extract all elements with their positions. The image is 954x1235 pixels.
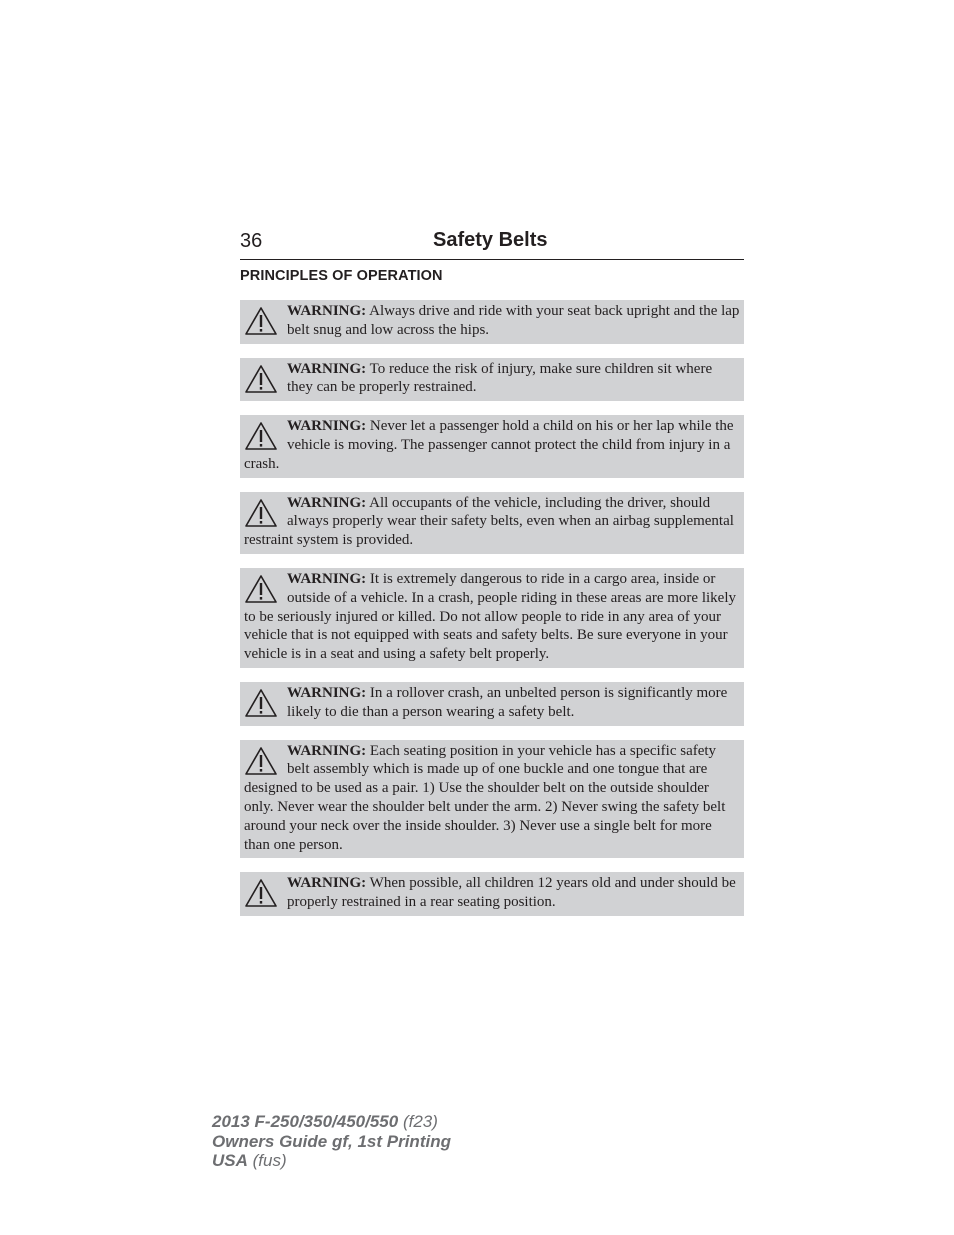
warning-triangle-icon (244, 306, 278, 336)
page-number: 36 (240, 230, 263, 252)
footer-market-code: (fus) (252, 1151, 287, 1170)
warning-label: WARNING: (287, 570, 367, 587)
warning-label: WARNING: (287, 303, 367, 319)
warning-box (240, 492, 744, 554)
warning-triangle-icon (244, 574, 278, 604)
warning-box (240, 740, 744, 859)
warning-box (240, 358, 744, 402)
footer (212, 1112, 451, 1171)
warning-text: In a rollover crash, an unbelted person is significantly more likely to die than a person wearing a safety belt. (287, 684, 728, 720)
warning-label: WARNING: (287, 875, 367, 892)
footer-model-code: (f23) (402, 1112, 438, 1131)
footer-model: 2013 F-250/350/450/550 (212, 1112, 399, 1131)
warning-box (240, 568, 744, 668)
warning-text: To reduce the risk of injury, make sure children sit where they can be properly restrained. (287, 360, 713, 396)
footer-line-1 (212, 1112, 451, 1132)
warning-text: All occupants of the vehicle, including the driver, should always properly wear their safety belts, even when an airbag supplemental restraint system is provided. (244, 494, 734, 549)
warning-triangle-icon (244, 688, 278, 718)
warning-triangle-icon (244, 746, 278, 776)
warning-list (240, 300, 744, 930)
warning-box (240, 682, 744, 726)
warning-label: WARNING: (287, 684, 367, 701)
footer-line-3 (212, 1151, 451, 1171)
warning-text: When possible, all children 12 years old and under should be properly restrained in a rear seating position. (287, 875, 736, 911)
warning-box (240, 872, 744, 916)
footer-guide: Owners Guide gf, 1st Printing (212, 1131, 451, 1151)
warning-box (240, 300, 744, 344)
warning-label: WARNING: (287, 360, 367, 377)
section-title: Safety Belts (433, 229, 548, 251)
page-header (240, 228, 744, 260)
footer-line-2 (212, 1132, 451, 1152)
warning-text: Always drive and ride with your seat back upright and the lap belt snug and low across the hips. (287, 303, 740, 338)
warning-text: Never let a passenger hold a child on his or her lap while the vehicle is moving. The passenger cannot protect the child from injury in a crash. (244, 418, 734, 472)
warning-label: WARNING: (287, 418, 367, 435)
subheading: PRINCIPLES OF OPERATION (240, 268, 443, 284)
warning-triangle-icon (244, 878, 278, 908)
warning-triangle-icon (244, 498, 278, 528)
warning-box (240, 415, 744, 477)
warning-triangle-icon (244, 421, 278, 451)
warning-text: Each seating position in your vehicle has a specific safety belt assembly which is made up of one buckle and one tongue that are designed to be used as a pair. 1) Use the shoulder belt on the outside shoulder only. Never wear the shoulder belt under the arm. 2) Never swing the safety belt around your neck over the inside shoulder. 3) Never use a single belt for more than one person. (244, 742, 726, 853)
warning-triangle-icon (244, 364, 278, 394)
warning-text: It is extremely dangerous to ride in a cargo area, inside or outside of a vehicle. In a crash, people riding in these areas are more likely to be seriously injured or killed. Do not allow people to ride in any area of your vehicle that is not equipped with seats and safety belts. Be sure everyone in your vehicle is in a seat and using a safety belt properly. (244, 570, 736, 663)
warning-label: WARNING: (287, 742, 367, 759)
footer-market: USA (212, 1151, 248, 1170)
warning-label: WARNING: (287, 494, 367, 511)
